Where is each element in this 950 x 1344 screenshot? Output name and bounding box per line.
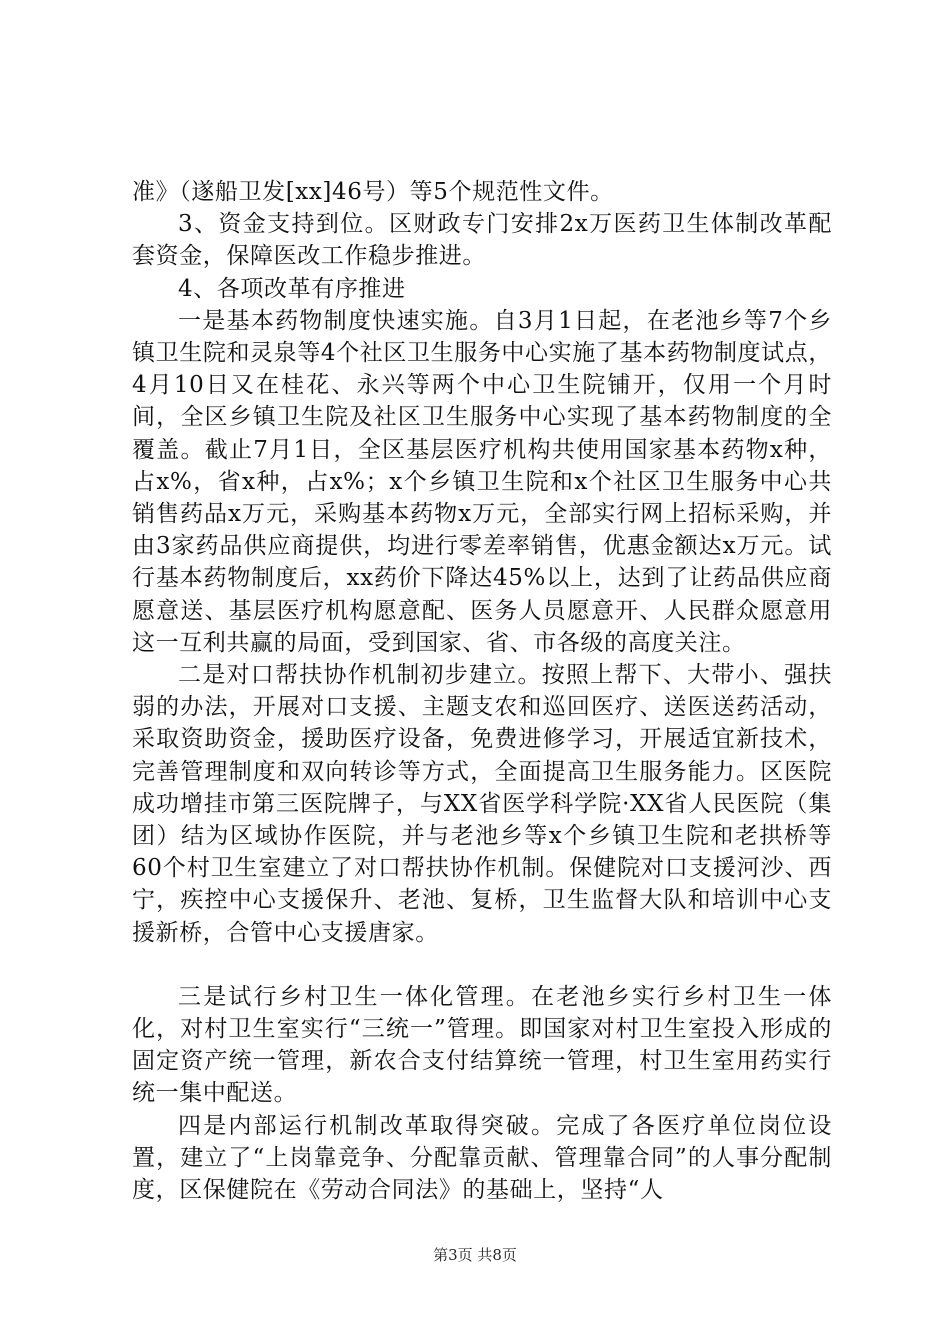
paragraph-rural-integration: 三是试行乡村卫生一体化管理。在老池乡实行乡村卫生一体化，对村卫生室实行“三统一”管理。即国家对村卫生室投入形成的固定资产统一管理，新农合支付结算统一管理，村卫生室用药实行统一集中配送。 xyxy=(132,983,832,1107)
paragraph-internal-reform: 四是内部运行机制改革取得突破。完成了各医疗单位岗位设置，建立了“上岗靠竞争、分配靠贡献、管理靠合同”的人事分配制度，区保健院在《劳动合同法》的基础上，坚持“人 xyxy=(132,1112,832,1204)
paragraph-essential-drugs: 一是基本药物制度快速实施。自3月1日起，在老池乡等7个乡镇卫生院和灵泉等4个社区卫生服务中心实施了基本药物制度试点，4月10日又在桂花、永兴等两个中心卫生院铺开，仅用一个月时间，全区乡镇卫生院及社区卫生服务中心实现了基本药物制度的全覆盖。截止7月1日，全区基层医疗机构共使用国家基本药物x种，占x%，省x种，占x%；x个乡镇卫生院和x个社区卫生服务中心共销售药品x万元，采购基本药物x万元，全部实行网上招标采购，并由3家药品供应商提供，均进行零差率销售，优惠金额达x万元。试行基本药物制度后，xx药价下降达45%以上，达到了让药品供应商愿意送、基层医疗机构愿意配、医务人员愿意开、人民群众愿意用这一互利共赢的局面，受到国家、省、市各级的高度关注。 xyxy=(132,307,832,656)
document-body xyxy=(132,176,832,1206)
page-number-footer: 第3页 共8页 xyxy=(433,1246,517,1264)
paragraph-counterpart-support: 二是对口帮扶协作机制初步建立。按照上帮下、大带小、强扶弱的办法，开展对口支援、主题支农和巡回医疗、送医送药活动，采取资助资金，援助医疗设备，免费进修学习，开展适宜新技术，完善管理制度和双向转诊等方式，全面提高卫生服务能力。区医院成功增挂市第三医院牌子，与XX省医学科学院·XX省人民医院（集团）结为区域协作医院，并与老池乡等x个乡镇卫生院和老拱桥等60个村卫生室建立了对口帮扶协作机制。保健院对口支援河沙、西宁，疾控中心支援保升、老池、复桥，卫生监督大队和培训中心支援新桥，合管中心支援唐家。 xyxy=(132,662,832,946)
paragraph-continuation: 准》（遂船卫发[xx]46号）等5个规范性文件。 xyxy=(132,179,614,205)
paragraph-reform-heading: 4、各项改革有序推进 xyxy=(178,275,406,302)
paragraph-funding-support: 3、资金支持到位。区财政专门安排2x万医药卫生体制改革配套资金，保障医改工作稳步推进。 xyxy=(132,211,832,270)
